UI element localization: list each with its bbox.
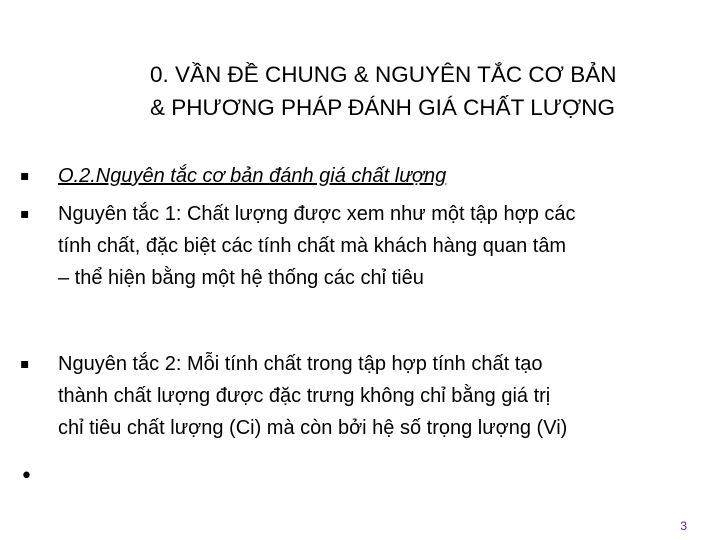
principle-2-line-3: chỉ tiêu chất lượng (Ci) mà còn bởi hệ số trọng lượng (Vi) — [58, 417, 568, 439]
principle-1-line-1: Nguyên tắc 1: Chất lượng được xem như một tập hợp các — [58, 203, 576, 225]
square-bullet-icon: ▪ — [20, 206, 30, 222]
square-bullet-icon: ▪ — [20, 168, 30, 184]
round-bullet-icon: • — [20, 464, 33, 489]
principle-1-line-2: tính chất, đặc biệt các tính chất mà khách hàng quan tâm — [58, 235, 567, 257]
section-heading-text: O.2.Nguyên tắc cơ bản đánh giá chất lượng — [58, 165, 447, 187]
principle-2-line-1: Nguyên tắc 2: Mỗi tính chất trong tập hợp tính chất tạo — [58, 353, 543, 375]
title-line-1: 0. VẦN ĐỀ CHUNG & NGUYÊN TẮC CƠ BẢN — [150, 62, 617, 87]
principle-1-line-3: – thể hiện bằng một hệ thống các chỉ tiêu — [58, 267, 424, 289]
principle-1-text — [58, 198, 708, 294]
principle-2-text — [58, 348, 708, 444]
section-heading — [58, 160, 708, 192]
principle-2-line-2: thành chất lượng được đặc trưng không chỉ bằng giá trị — [58, 385, 551, 407]
square-bullet-icon: ▪ — [20, 356, 30, 372]
page-number: 3 — [680, 519, 687, 533]
title-line-2: & PHƯƠNG PHÁP ĐÁNH GIÁ CHẤT LƯỢNG — [150, 95, 616, 120]
slide-title — [150, 58, 710, 124]
